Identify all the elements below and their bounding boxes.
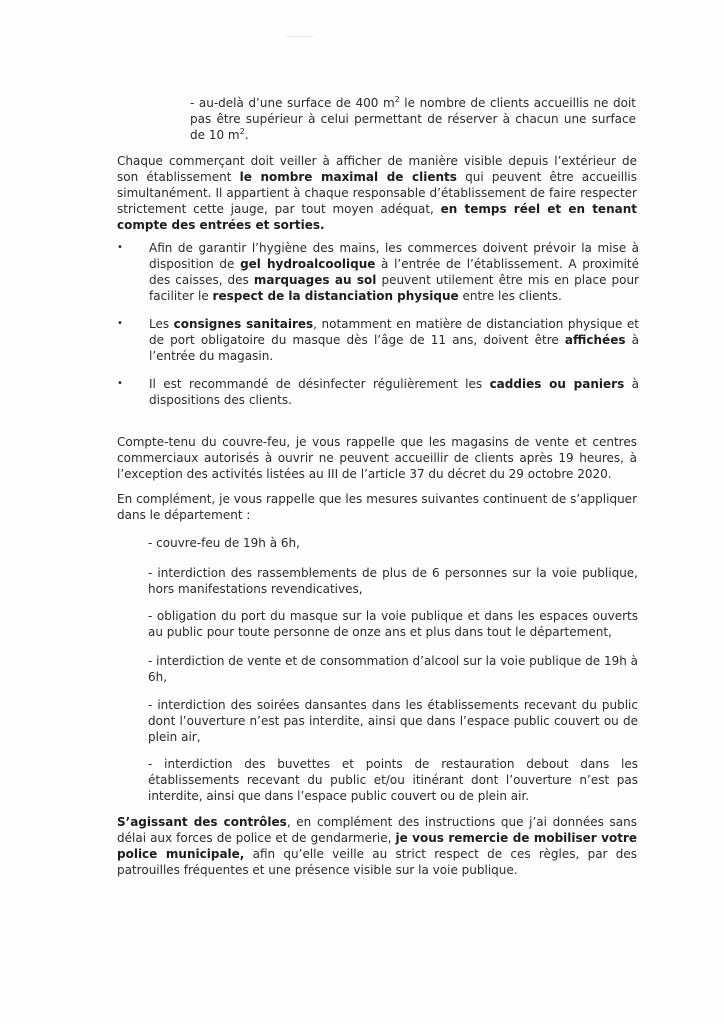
complement-paragraph: En complément, je vous rappelle que les mesures suivantes continuent de s’appliquer dans le département : <box>117 492 637 522</box>
bullet-hygiene-text: Afin de garantir l’hygiène des mains, les commerces doivent prévoir la mise à disposition de gel hydroalcoolique à l’entrée de l’établissement. A proximité des caisses, des marquages au sol peuvent utilement être mis en place pour faciliter le respect de la distanciation physique entre les clients. <box>149 241 639 303</box>
bullet-consignes-text: Les consignes sanitaires, notamment en matière de distanciation physique et de port obligatoire du masque dès l’âge de 11 ans, doivent être affichées à l’entrée du magasin. <box>149 317 639 363</box>
bullet-caddies-text: Il est recommandé de désinfecter régulièrement les caddies ou paniers à dispositions des clients. <box>149 377 639 407</box>
measure-item: - interdiction des soirées dansantes dans les établissements recevant du public dont l’ouverture n’est pas interdite, ainsi que dans l’espace public couvert ou de plein air, <box>148 698 638 744</box>
display-capacity-paragraph: Chaque commerçant doit veiller à afficher de manière visible depuis l’extérieur de son établissement le nombre maximal de clients qui peuvent être accueillis simultanément. Il appartient à chaque responsable d’établissement de faire respecter strictement cette jauge, par tout moyen adéquat, en temps réel et en tenant compte des entrées et sorties. <box>117 154 637 232</box>
measure-item: - obligation du port du masque sur la voie publique et dans les espaces ouverts au public pour toute personne de onze ans et plus dans tout le département, <box>148 609 638 639</box>
measure-item: - interdiction des buvettes et points de restauration debout dans les établissements recevant du public et/ou itinérant dont l’ouverture n’est pas interdite, ainsi que dans l’espace public couvert ou de plein air. <box>148 757 638 803</box>
bullet-consignes <box>117 316 639 364</box>
bullet-caddies <box>117 376 639 408</box>
measure-item: - interdiction de vente et de consommation d’alcool sur la voie publique de 19h à 6h, <box>148 654 638 684</box>
bullet-icon: • <box>117 242 123 253</box>
measure-item: - couvre-feu de 19h à 6h, <box>148 536 300 550</box>
bullet-icon: • <box>117 378 123 389</box>
curfew-paragraph: Compte-tenu du couvre-feu, je vous rappelle que les magasins de vente et centres commerciaux autorisés à ouvrir ne peuvent accueillir de clients après 19 heures, à l’exception des activités listées au III de l’article 37 du décret du 29 octobre 2020. <box>117 435 637 481</box>
surface-rule-item: - au-delà d’une surface de 400 $m^2$ le nombre de clients accueillis ne doit pas être supérieur à celui permettant de réserver à chacun une surface de 10 $m^2$. <box>190 95 636 142</box>
scan-mark <box>287 36 313 37</box>
measure-item: - interdiction des rassemblements de plus de 6 personnes sur la voie publique, hors manifestations revendicatives, <box>148 566 638 596</box>
bullet-hygiene <box>117 240 639 304</box>
controls-paragraph: S’agissant des contrôles, en complément des instructions que j’ai données sans délai aux forces de police et de gendarmerie, je vous remercie de mobiliser votre police municipale, afin qu’elle veille au strict respect de ces règles, par des patrouilles fréquentes et une présence visible sur la voie publique. <box>117 815 637 877</box>
bullet-icon: • <box>117 318 123 329</box>
